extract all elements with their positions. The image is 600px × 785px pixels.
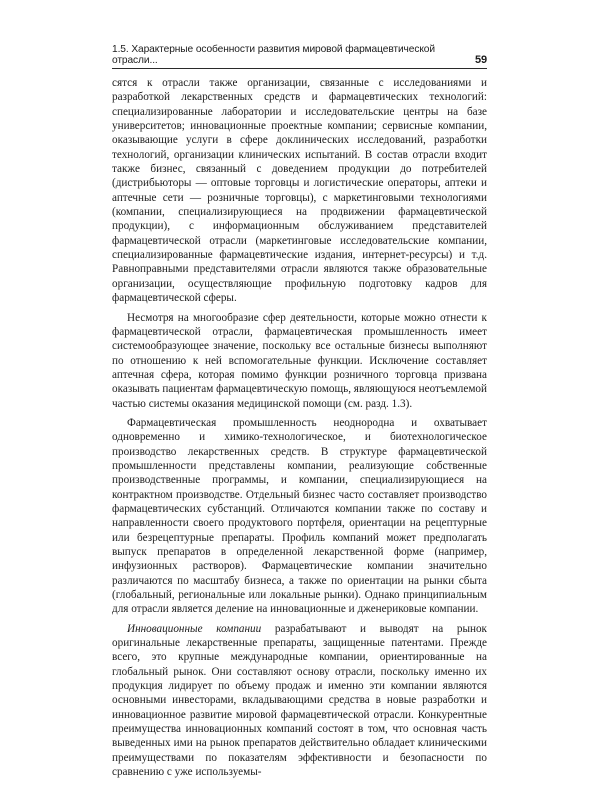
body-text — [112, 76, 487, 785]
paragraph-continued: сятся к отрасли также организации, связанные с исследованиями и разработкой лекарственных средств и фармацевтических технологий: специализированные лаборатории и исследовательские центры на базе университетов; инновационные проектные компании; сервисные компании, оказывающие услуги в сфере доклинических исследований, разработки технологий, организации клинических испытаний. В состав отрасли входит также бизнес, связанный с доведением продукции до потребителей (дистрибьюторы — оптовые торговцы и логистические операторы, аптеки и аптечные сети — розничные торговцы), с маркетинговыми технологиями (компании, специализирующиеся на продвижении фармацевтической продукции), с информационным обслуживанием представителей фармацевтической отрасли (маркетинговые исследовательские компании, специализированные фармацевтические издания, интернет-ресурсы) и т.д. Равноправными представителями отрасли являются также образовательные организации, осуществляющие профильную подготовку кадров для фармацевтической сферы. — [112, 77, 487, 305]
paragraph: Несмотря на многообразие сфер деятельности, которые можно отнести к фармацевтической отрасли, фармацевтическая промышленность имеет системообразующее значение, поскольку все остальные бизнесы выполняют по отношению к ней вспомогательные функции. Исключение составляет аптечная сфера, которая помимо функции розничного торговца призвана оказывать пациентам фармацевтическую помощь, являющуюся неотъемлемой частью системы оказания медицинской помощи (см. разд. 1.3). — [112, 311, 487, 410]
paragraph: Фармацевтическая промышленность неоднородна и охватывает одновременно и химико-технологическое, и биотехнологическое производство лекарственных средств. В структуре фармацевтической промышленности представлены компании, реализующие собственные производственные программы, и компании, специализирующиеся на контрактном производстве. Отдельный бизнес часто составляет производство фармацевтических субстанций. Отличаются компании также по составу и направленности своего продуктового портфеля, ориентации на рецептурные или безрецептурные препараты. Профиль компаний может предполагать выпуск препаратов в определенной лекарственной форме (например, инфузионных растворов). Фармацевтические компании значительно различаются по масштабу бизнеса, а также по ориентации на рынки сбыта (глобальный, региональные или локальные рынки). Однако принципиальным для отрасли является деление на инновационные и дженериковые компании. — [112, 416, 487, 616]
running-head — [112, 44, 487, 69]
page-number: 59 — [474, 54, 487, 66]
italic-term: Инновационные компании — [127, 622, 262, 635]
section-title: 1.5. Характерные особенности развития мировой фармацевтической отрасли... — [112, 44, 435, 66]
paragraph-text: разрабатывают и выводят на рынок оригинальные лекарственные препараты, защищенные патентами. Прежде всего, это крупные международные компании, ориентированные на глобальный рынок. Они составляют основу отрасли, поскольку именно их продукция лидирует по объему продаж и именно эти компании являются основными инвесторами, вкладывающими средства в новые разработки и инновационное развитие мировой фармацевтической отрасли. Конкурентные преимущества инновационных компаний состоят в том, что основная часть выведенных ими на рынок препаратов действительно обладает клиническими преимуществами по показателям эффективности и безопасности по сравнению с уже используемы- — [112, 622, 487, 779]
paragraph — [112, 622, 487, 780]
